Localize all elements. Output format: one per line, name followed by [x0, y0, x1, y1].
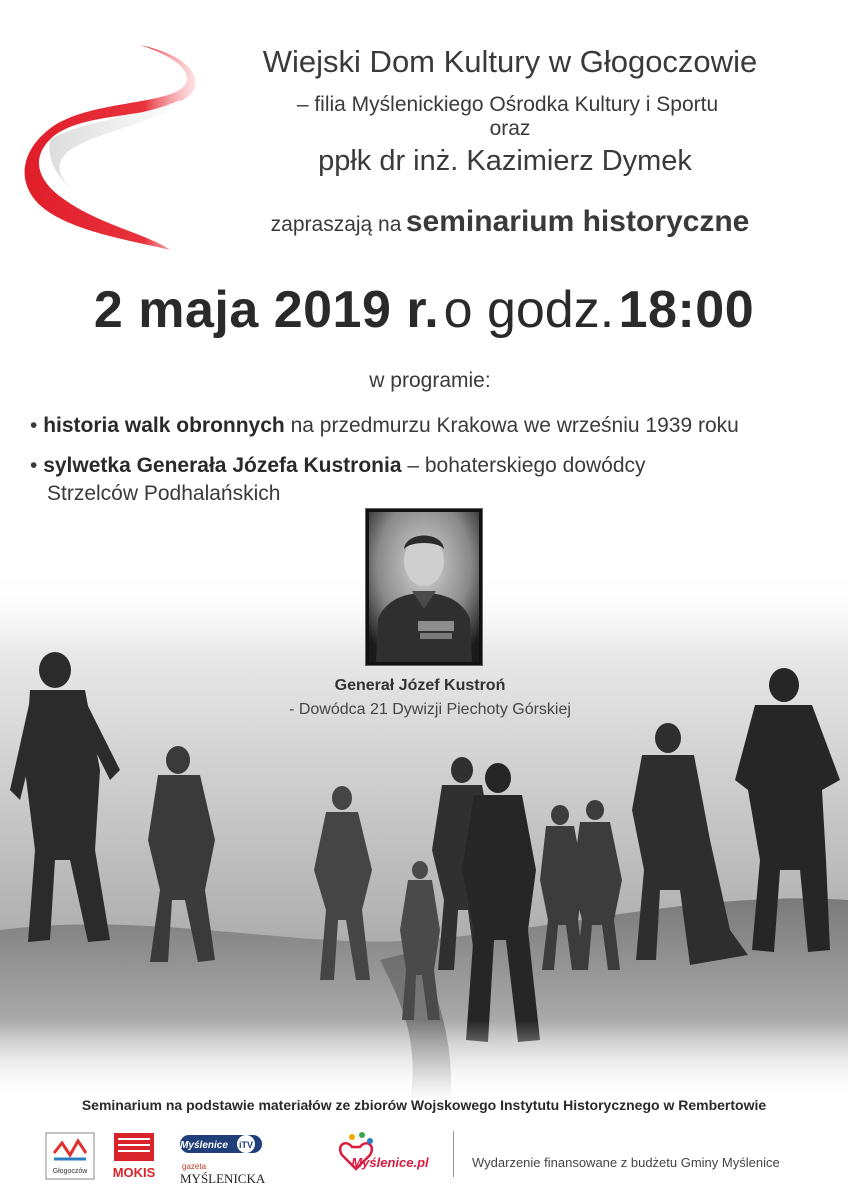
- mokis-logo-text: MOKIS: [112, 1165, 156, 1180]
- myslenice-pl-logo: [340, 1132, 429, 1170]
- program-item: [30, 454, 646, 478]
- time-prefix: o godz.: [443, 281, 615, 339]
- program-heading: w programie:: [369, 369, 491, 392]
- program-item-text: – bohaterskiego dowódcy: [407, 454, 646, 477]
- myslenice-tv-logo: [180, 1135, 266, 1186]
- event-type: seminarium historyczne: [405, 205, 750, 238]
- wdk-logo: [46, 1133, 94, 1179]
- program-item-text: na przedmurzu Krakowa we wrześniu 1939 roku: [290, 414, 739, 437]
- invitation-line: [200, 205, 820, 239]
- gazeta-small-text: gazeta: [182, 1162, 207, 1171]
- tv-logo-badge: iTV: [238, 1140, 254, 1150]
- bullet-dot-icon: •: [30, 414, 38, 437]
- bullet-dot-icon: •: [30, 454, 38, 477]
- program-item-bold: historia walk obronnych: [43, 414, 285, 437]
- logo-divider: [453, 1131, 454, 1177]
- city-logo-text: Myślenice.pl: [351, 1155, 429, 1170]
- program-item: [30, 414, 739, 438]
- event-datetime: [0, 280, 848, 340]
- wdk-logo-text: Głogoczów: [52, 1168, 88, 1175]
- source-note: Seminarium na podstawie materiałów ze zbiorów Wojskowego Instytutu Historycznego w Rembertowie: [81, 1097, 767, 1113]
- program-item-bold: sylwetka Generała Józefa Kustronia: [43, 454, 402, 477]
- tv-logo-text: Myślenice: [180, 1140, 228, 1151]
- event-time: 18:00: [618, 281, 755, 339]
- invite-prefix: zapraszają na: [270, 213, 402, 236]
- co-organizer-name: ppłk dr inż. Kazimierz Dymek: [318, 145, 692, 177]
- polish-flag-ribbon: [20, 40, 210, 255]
- mokis-logo: [113, 1133, 156, 1180]
- general-portrait: [366, 509, 482, 665]
- organizer-branch: – filia Myślenickiego Ośrodka Kultury i Sportu: [296, 93, 719, 116]
- conjunction: oraz: [489, 117, 531, 140]
- program-item-continuation: Strzelców Podhalańskich: [47, 482, 281, 505]
- gazeta-logo-text: MYŚLENICKA: [180, 1171, 266, 1186]
- portrait-caption-name: Generał Józef Kustroń: [334, 677, 506, 694]
- funding-note: Wydarzenie finansowane z budżetu Gminy Myślenice: [472, 1155, 780, 1170]
- event-date: 2 maja 2019 r.: [93, 281, 440, 339]
- organizer-name: Wiejski Dom Kultury w Głogoczowie: [262, 44, 758, 79]
- portrait-caption-role: - Dowódca 21 Dywizji Piechoty Górskiej: [289, 701, 571, 718]
